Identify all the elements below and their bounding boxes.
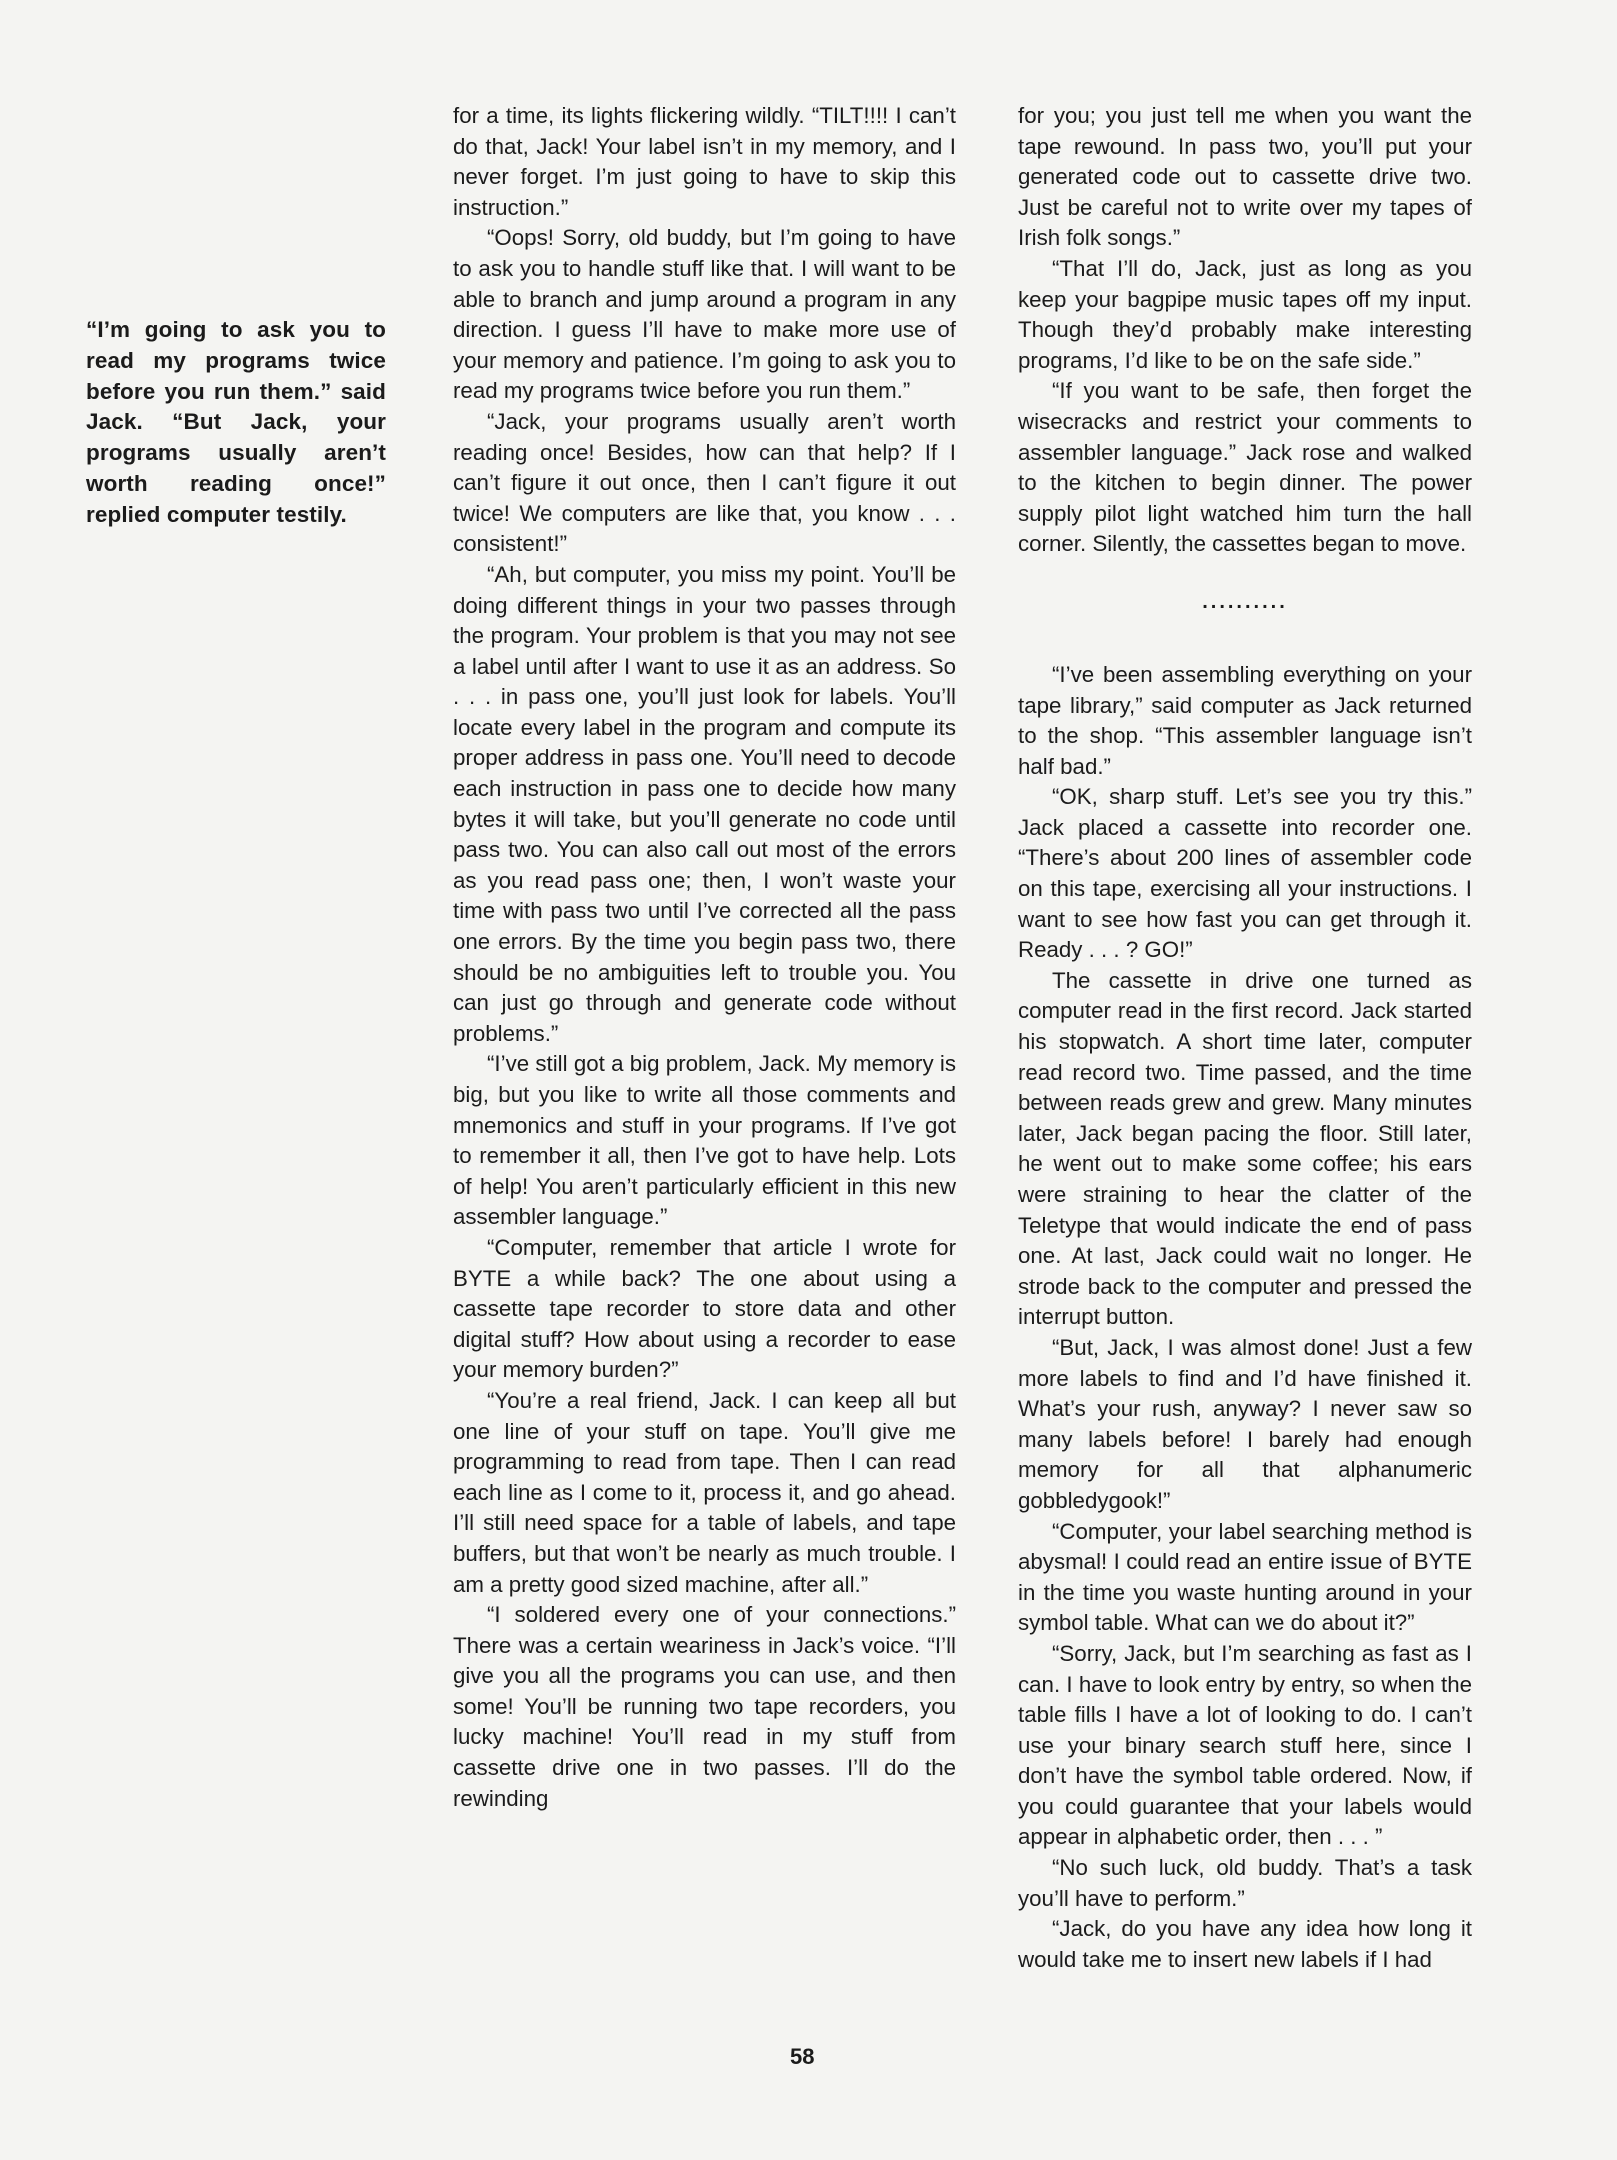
paragraph: “I’ve still got a big problem, Jack. My memory is big, but you like to write all those comments and mnemonics and stuff in your programs. If I’ve got to remember it all, then I’ve got to have help. Lots of help! You aren’t particularly efficient in this new assembler language.”	[453, 1051, 956, 1230]
paragraph: “That I’ll do, Jack, just as long as you keep your bagpipe music tapes off my input. Though they’d probably make interesting programs, I’d like to be on the safe side.”	[1018, 255, 1472, 373]
paragraph: for a time, its lights flickering wildly. “TILT!!!! I can’t do that, Jack! Your label isn’t in my memory, and I never forget. I’m just going to have to skip this instruction.”	[453, 103, 956, 220]
section-break: ..........	[1202, 590, 1288, 613]
paragraph: “But, Jack, I was almost done! Just a few more labels to find and I’d have finished it. What’s your rush, anyway? I never saw so many labels before! I barely had enough memory for all that alphanumeric gobbledygook!”	[1018, 1334, 1472, 1513]
page-number: 58	[790, 2044, 815, 2069]
pull-quote: “I’m going to ask you to read my programs twice before you run them.” said Jack. “But Jack, your programs usually aren’t worth reading once!” replied computer testily.	[86, 317, 386, 527]
paragraph: “I soldered every one of your connections.” There was a certain weariness in Jack’s voice. “I’ll give you all the programs you can use, and then some! You’ll be running two tape recorders, you lucky machine! You’ll read in my stuff from cassette drive one in two passes. I’ll do the rewinding	[453, 1602, 956, 1811]
paragraph: “I’ve been assembling everything on your tape library,” said computer as Jack returned to the shop. “This assembler language isn’t half bad.”	[1018, 661, 1472, 779]
paragraph: “No such luck, old buddy. That’s a task you’ll have to perform.”	[1018, 1855, 1472, 1911]
right-column	[1018, 101, 1472, 1975]
paragraph: “Oops! Sorry, old buddy, but I’m going to have to ask you to handle stuff like that. I will want to be able to branch and jump around a program in any direction. I guess I’ll have to make more use of your memory and patience. I’m going to ask you to read my programs twice before you run them.”	[453, 225, 956, 404]
paragraph: “If you want to be safe, then forget the wisecracks and restrict your comments to assembler language.” Jack rose and walked to the kitchen to begin dinner. The power supply pilot light watched him turn the hall corner. Silently, the cassettes began to move.	[1018, 378, 1472, 557]
paragraph: The cassette in drive one turned as computer read in the first record. Jack started his stopwatch. A short time later, computer read record two. Time passed, and the time between reads grew and grew. Many minutes later, Jack began pacing the floor. Still later, he went out to make some coffee; his ears were straining to hear the clatter of the Teletype that would indicate the end of pass one. At last, Jack could wait no longer. He strode back to the computer and pressed the interrupt button.	[1018, 967, 1472, 1330]
paragraph: “Computer, your label searching method is abysmal! I could read an entire issue of BYTE in the time you waste hunting around in your symbol table. What can we do about it?”	[1018, 1518, 1472, 1636]
paragraph: “Sorry, Jack, but I’m searching as fast as I can. I have to look entry by entry, so when the table fills I have a lot of looking to do. I can’t use your binary search stuff here, since I don’t have the symbol table ordered. Now, if you could guarantee that your labels would appear in alphabetic order, then . . . ”	[1018, 1640, 1472, 1850]
paragraph: “Ah, but computer, you miss my point. You’ll be doing different things in your two passes through the program. Your problem is that you may not see a label until after I want to use it as an address. So . . . in pass one, you’ll just look for labels. You’ll locate every label in the program and compute its proper address in pass one. You’ll need to decode each instruction in pass one to decide how many bytes it will take, but you’ll generate no code until pass two. You can also call out most of the errors as you read pass one; then, I won’t waste your time with pass two until I’ve corrected all the pass one errors. By the time you begin pass two, there should be no ambiguities left to trouble you. You can just go through and generate code without problems.”	[453, 561, 956, 1046]
paragraph: for you; you just tell me when you want the tape rewound. In pass two, you’ll put your generated code out to cassette drive two. Just be careful not to write over my tapes of Irish folk songs.”	[1018, 103, 1472, 251]
paragraph: “Jack, do you have any idea how long it would take me to insert new labels if I had	[1018, 1916, 1472, 1972]
paragraph: “Jack, your programs usually aren’t worth reading once! Besides, how can that help? If I can’t figure it out once, then I can’t figure it out twice! We computers are like that, you know . . . consistent!”	[453, 408, 956, 557]
paragraph: “You’re a real friend, Jack. I can keep all but one line of your stuff on tape. You’ll give me programming to read from tape. Then I can read each line as I come to it, process it, and go ahead. I’ll still need space for a table of labels, and tape buffers, but that won’t be nearly as much trouble. I am a pretty good sized machine, after all.”	[453, 1387, 956, 1597]
middle-column	[453, 101, 956, 1814]
paragraph: “OK, sharp stuff. Let’s see you try this.” Jack placed a cassette into recorder one. “There’s about 200 lines of assembler code on this tape, exercising all your instructions. I want to see how fast you can get through it. Ready . . . ? GO!”	[1018, 784, 1472, 963]
paragraph: “Computer, remember that article I wrote for BYTE a while back? The one about using a cassette tape recorder to store data and other digital stuff? How about using a recorder to ease your memory burden?”	[453, 1234, 956, 1383]
